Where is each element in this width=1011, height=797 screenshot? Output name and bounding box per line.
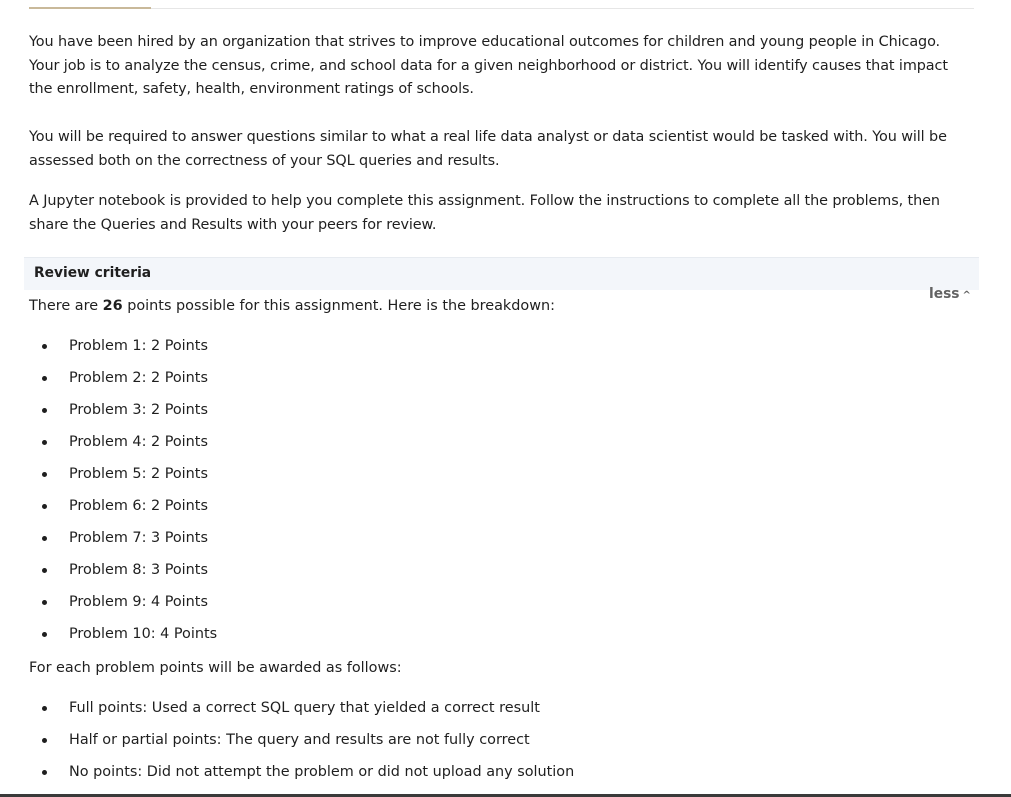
review-criteria-title: Review criteria	[34, 265, 152, 281]
bullet-icon	[42, 536, 47, 541]
list-item: Problem 9: 4 Points	[29, 591, 217, 623]
chevron-up-icon: ^	[962, 289, 971, 301]
bullet-icon	[42, 408, 47, 413]
points-intro-after: points possible for this assignment. Here is the breakdown:	[122, 298, 555, 314]
bullet-icon	[42, 632, 47, 637]
bullet-icon	[42, 504, 47, 509]
intro-paragraph-2: You will be required to answer questions similar to what a real life data analyst or data scientist would be tasked with. You will be assessed both on the correctness of your SQL queries and results.	[29, 129, 947, 169]
points-total: 26	[102, 298, 123, 314]
less-toggle-label: less	[929, 286, 960, 302]
bullet-icon	[42, 600, 47, 605]
problem-points-list	[29, 335, 217, 655]
list-item: No points: Did not attempt the problem or did not upload any solution	[29, 761, 574, 793]
award-criteria-list	[29, 697, 574, 793]
list-item: Problem 6: 2 Points	[29, 495, 217, 527]
list-item: Problem 1: 2 Points	[29, 335, 217, 367]
intro-paragraph-3: A Jupyter notebook is provided to help you complete this assignment. Follow the instructions to complete all the problems, then share the Queries and Results with your peers for review.	[29, 193, 940, 233]
bullet-icon	[42, 770, 47, 775]
points-intro-before: There are	[29, 298, 103, 314]
points-intro	[29, 295, 555, 319]
list-item: Problem 7: 3 Points	[29, 527, 217, 559]
list-item: Half or partial points: The query and results are not fully correct	[29, 729, 574, 761]
bullet-icon	[42, 738, 47, 743]
intro-paragraph-1: You have been hired by an organization that strives to improve educational outcomes for children and young people in Chicago. Your job is to analyze the census, crime, and school data for a given neighborhood or district. You will identify causes that impact the enrollment, safety, health, environment ratings of schools.	[29, 34, 948, 98]
list-item: Problem 2: 2 Points	[29, 367, 217, 399]
list-item: Problem 5: 2 Points	[29, 463, 217, 495]
list-item: Problem 3: 2 Points	[29, 399, 217, 431]
bullet-icon	[42, 376, 47, 381]
list-item: Problem 10: 4 Points	[29, 623, 217, 655]
bullet-icon	[42, 440, 47, 445]
bullet-icon	[42, 706, 47, 711]
bullet-icon	[42, 568, 47, 573]
list-item: Full points: Used a correct SQL query that yielded a correct result	[29, 697, 574, 729]
review-criteria-header	[24, 257, 979, 290]
list-item: Problem 4: 2 Points	[29, 431, 217, 463]
award-intro: For each problem points will be awarded as follows:	[29, 660, 402, 676]
top-divider-accent	[29, 7, 151, 9]
bullet-icon	[42, 344, 47, 349]
bullet-icon	[42, 472, 47, 477]
top-divider	[29, 8, 974, 9]
list-item: Problem 8: 3 Points	[29, 559, 217, 591]
less-toggle-button[interactable]	[929, 286, 971, 302]
